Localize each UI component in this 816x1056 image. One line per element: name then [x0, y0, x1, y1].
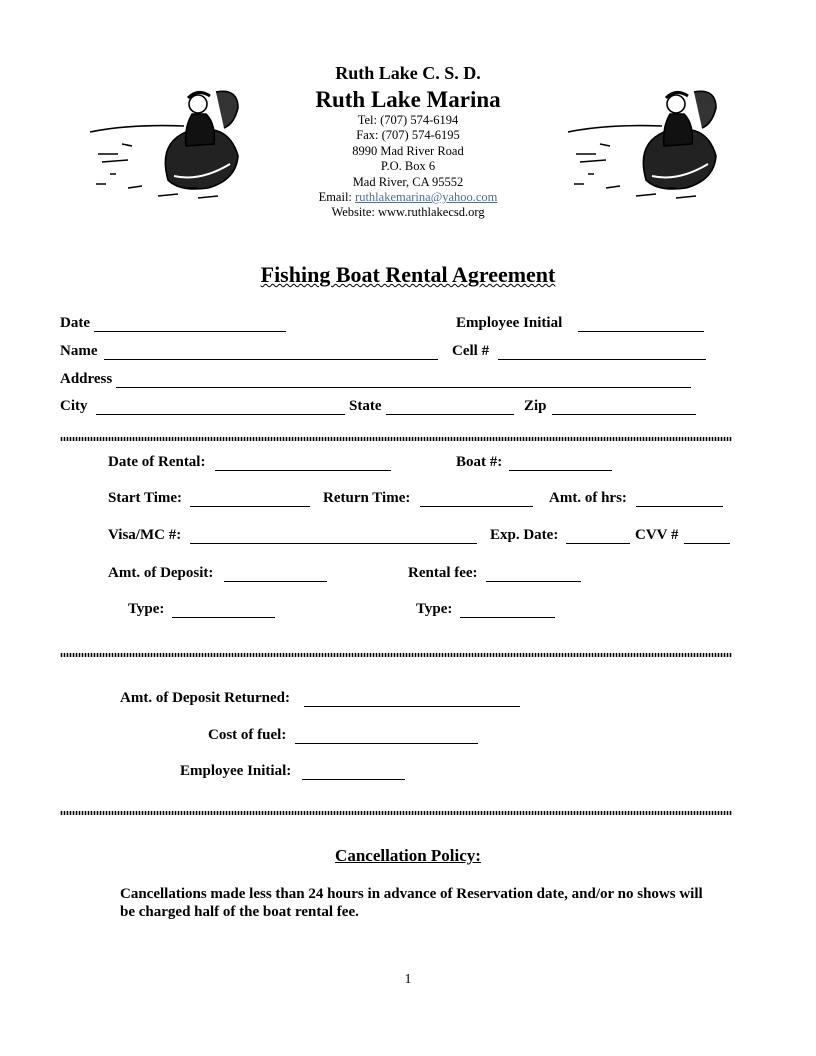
cancellation-policy-title: Cancellation Policy:: [335, 846, 481, 865]
fisherman-in-boat-icon: [88, 84, 248, 204]
return-employee-initial-field[interactable]: [302, 779, 405, 780]
return-time-label: Return Time:: [323, 490, 411, 506]
dotted-divider: [60, 811, 732, 815]
email-line: [258, 190, 558, 205]
email-link[interactable]: ruthlakemarina@yahoo.com: [355, 190, 498, 205]
fee-type-field[interactable]: [460, 617, 555, 618]
state-field[interactable]: [386, 414, 514, 415]
deposit-type-label: Type:: [128, 601, 165, 617]
card-number-field[interactable]: [190, 543, 477, 544]
employee-initial-label: Employee Initial: [456, 315, 563, 331]
boat-number-field[interactable]: [509, 470, 612, 471]
website: Website: www.ruthlakecsd.org: [331, 205, 485, 220]
date-label: Date: [60, 315, 90, 331]
org-name: Ruth Lake C. S. D.: [335, 63, 481, 83]
page-number: 1: [404, 972, 412, 987]
address-label: Address: [60, 371, 113, 387]
deposit-returned-label: Amt. of Deposit Returned:: [120, 690, 290, 706]
exp-date-field[interactable]: [566, 543, 630, 544]
fuel-cost-label: Cost of fuel:: [208, 727, 287, 743]
contact-info: [258, 113, 558, 221]
start-time-label: Start Time:: [108, 490, 183, 506]
rental-fee-label: Rental fee:: [408, 565, 478, 581]
cvv-field[interactable]: [684, 543, 730, 544]
fee-type-label: Type:: [416, 601, 453, 617]
cell-label: Cell #: [452, 343, 490, 359]
name-label: Name: [60, 343, 98, 359]
return-time-field[interactable]: [420, 506, 533, 507]
zip-label: Zip: [524, 398, 547, 414]
boat-number-label: Boat #:: [456, 454, 503, 470]
zip-field[interactable]: [552, 414, 696, 415]
dotted-divider: [60, 437, 732, 441]
amount-of-hours-label: Amt. of hrs:: [549, 490, 627, 506]
date-of-rental-field[interactable]: [215, 470, 391, 471]
deposit-returned-field[interactable]: [304, 706, 520, 707]
street-address: 8990 Mad River Road: [352, 143, 464, 158]
city-state-zip: Mad River, CA 95552: [352, 174, 464, 189]
cancellation-policy-text: Cancellations made less than 24 hours in advance of Reservation date, and/or no shows will be charged half of the boat rental fee.: [120, 886, 703, 920]
cvv-label: CVV #: [635, 527, 679, 543]
fisherman-in-boat-icon: [566, 84, 726, 204]
employee-initial-field[interactable]: [578, 331, 704, 332]
deposit-amount-field[interactable]: [224, 581, 327, 582]
date-field[interactable]: [94, 331, 286, 332]
start-time-field[interactable]: [190, 506, 310, 507]
city-label: City: [60, 398, 88, 414]
return-employee-initial-label: Employee Initial:: [180, 763, 292, 779]
phone-number: Tel: (707) 574-6194: [357, 113, 459, 127]
name-field[interactable]: [104, 359, 438, 360]
exp-date-label: Exp. Date:: [490, 527, 559, 543]
city-field[interactable]: [96, 414, 345, 415]
state-label: State: [349, 398, 382, 414]
marina-name: Ruth Lake Marina: [315, 87, 501, 112]
email-label: Email:: [318, 190, 356, 205]
dotted-divider: [60, 653, 732, 657]
fax-number: Fax: (707) 574-6195: [356, 128, 460, 143]
page-title: Fishing Boat Rental Agreement: [260, 262, 556, 287]
rental-fee-field[interactable]: [486, 581, 581, 582]
cell-field[interactable]: [498, 359, 706, 360]
po-box: P.O. Box 6: [380, 159, 436, 174]
fuel-cost-field[interactable]: [295, 743, 478, 744]
deposit-type-field[interactable]: [172, 617, 275, 618]
amount-of-hours-field[interactable]: [636, 506, 723, 507]
date-of-rental-label: Date of Rental:: [108, 454, 206, 470]
deposit-amount-label: Amt. of Deposit:: [108, 565, 214, 581]
card-number-label: Visa/MC #:: [108, 527, 182, 543]
address-field[interactable]: [116, 387, 691, 388]
